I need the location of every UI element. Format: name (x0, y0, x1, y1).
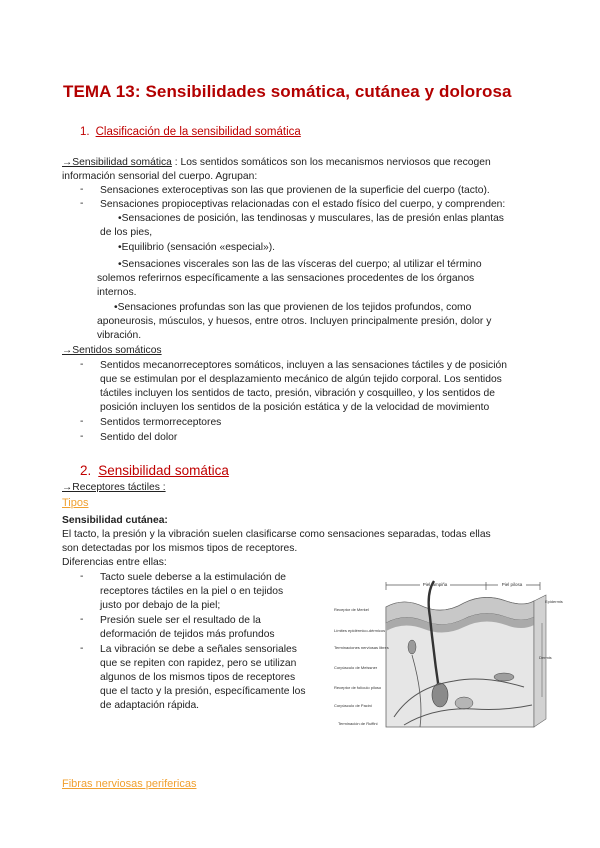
section-1-number: 1. (80, 126, 90, 138)
tipos-link[interactable]: Tipos (62, 497, 89, 509)
sensibilidad-text-2: información sensorial del cuerpo. Agrupan: (62, 171, 258, 182)
section-2-label: Sensibilidad somática (98, 463, 229, 478)
sub-item-text: solemos referirnos específicamente a las sensaciones procedentes de los órganos (97, 273, 475, 284)
section-2-heading (80, 463, 229, 478)
bullet-dash: - (80, 416, 84, 427)
list-item-line: que el tacto y la presión, específicamente los (100, 686, 306, 697)
list-item-line: de adaptación rápida. (100, 700, 200, 711)
diferencias-label: Diferencias entre ellas: (62, 557, 167, 568)
figure-label-meissner: Corpúsculo de Meissner (334, 665, 378, 670)
sub-item-text: internos. (97, 287, 137, 298)
sentidos-label: →Sentidos somáticos (62, 345, 162, 356)
receptores-label: →Receptores táctiles : (62, 482, 166, 493)
list-item: Sensaciones exteroceptivas son las que provienen de la superficie del cuerpo (tacto). (100, 185, 490, 196)
fibras-link[interactable]: Fibras nerviosas perifericas (62, 778, 197, 790)
sub-item-text: •Sensaciones viscerales son las de las vísceras del cuerpo; al utilizar el término (118, 259, 482, 270)
list-item-line: La vibración se debe a señales sensoriales (100, 644, 297, 655)
figure-label-follicle: Receptor de folículo piloso (334, 685, 382, 690)
list-item-line: táctiles incluyen los sentidos de tacto, presión, vibración y cosquilleo, y los sentidos de (100, 388, 495, 399)
sensibilidad-line-1 (62, 156, 491, 170)
figure-label-pacini: Corpúsculo de Pacini (334, 703, 372, 708)
page-title: TEMA 13: Sensibilidades somática, cutánea y dolorosa (63, 82, 512, 101)
list-item: Sentidos termorreceptores (100, 417, 222, 428)
list-item-line: Sentidos mecanorreceptores somáticos, incluyen a las sensaciones táctiles y de posición (100, 360, 507, 371)
figure-label-free-endings: Terminaciones nerviosas libres (334, 645, 389, 650)
figure-label-border: Límites epidérmico-dérmicos (334, 628, 386, 633)
bullet-dash: - (80, 614, 84, 625)
skin-receptors-figure (334, 577, 563, 745)
figure-label-merkel: Receptor de Merkel (334, 607, 369, 612)
sub-item-text: •Sensaciones de posición, las tendinosas y musculares, las de presión enlas plantas (118, 213, 504, 224)
sub-item-text: vibración. (97, 330, 142, 341)
list-item-line: deformación de tejidos más profundos (100, 629, 275, 640)
list-item-line: Presión suele ser el resultado de la (100, 615, 261, 626)
sub-item-text: de los pies, (100, 227, 153, 238)
list-item-line: que se estimulan por el desplazamiento mecánico de algún tejido corporal. Los sentidos (100, 374, 502, 385)
bullet-dash: - (80, 571, 84, 582)
pacini-corpuscle (455, 697, 473, 709)
skin-side (534, 595, 546, 727)
bullet-dash: - (80, 431, 84, 442)
bullet-dash: - (80, 184, 84, 195)
ruffini-ending (494, 673, 514, 681)
sub-item-text: •Sensaciones profundas son las que provienen de los tejidos profundos, como (114, 302, 472, 313)
section-1-heading (80, 126, 301, 138)
figure-label-epidermis: Epidermis (545, 599, 563, 604)
figure-label-dermis: Dermis (539, 655, 552, 660)
bullet-dash: - (80, 198, 84, 209)
sub-item-text: aponeurosis, músculos, y huesos, entre otros. Incluyen principalmente presión, dolor y (97, 316, 492, 327)
figure-label-top-right: Piel pilosa (501, 582, 523, 587)
sub-item-text: •Equilibrio (sensación «especial»). (118, 242, 275, 253)
sensibilidad-label: →Sensibilidad somática (62, 157, 172, 168)
section-1-label: Clasificación de la sensibilidad somática (95, 126, 301, 138)
cutanea-heading: Sensibilidad cutánea: (62, 515, 168, 526)
meissner-corpuscle (408, 640, 416, 654)
cutanea-text: son detectadas por los mismos tipos de receptores. (62, 543, 298, 554)
list-item-line: posición incluyen los sentidos de la posición estática y de la velocidad de movimiento (100, 402, 490, 413)
section-2-number: 2. (80, 463, 92, 478)
list-item: Sentido del dolor (100, 432, 178, 443)
bullet-dash: - (80, 643, 84, 654)
list-item: Sensaciones propioceptivas relacionadas con el estado físico del cuerpo, y comprenden: (100, 199, 506, 210)
bullet-dash: - (80, 359, 84, 370)
list-item-line: algunos de los mismos tipos de receptores (100, 672, 296, 683)
list-item-line: que se repiten con rapidez, pero se utilizan (100, 658, 297, 669)
list-item-line: Tacto suele deberse a la estimulación de (100, 572, 287, 583)
cutanea-text: El tacto, la presión y la vibración suelen clasificarse como sensaciones separadas, todas ellas (62, 529, 491, 540)
list-item-line: justo por debajo de la piel; (100, 600, 221, 611)
figure-label-ruffini: Terminación de Ruffini (338, 721, 378, 726)
figure-label-top-left: Piel lampiña (422, 582, 448, 587)
hair-follicle (432, 683, 448, 707)
list-item-line: receptores táctiles en la piel o en tejidos (100, 586, 284, 597)
sensibilidad-text-1: : Los sentidos somáticos son los mecanismos nerviosos que recogen (171, 157, 491, 168)
